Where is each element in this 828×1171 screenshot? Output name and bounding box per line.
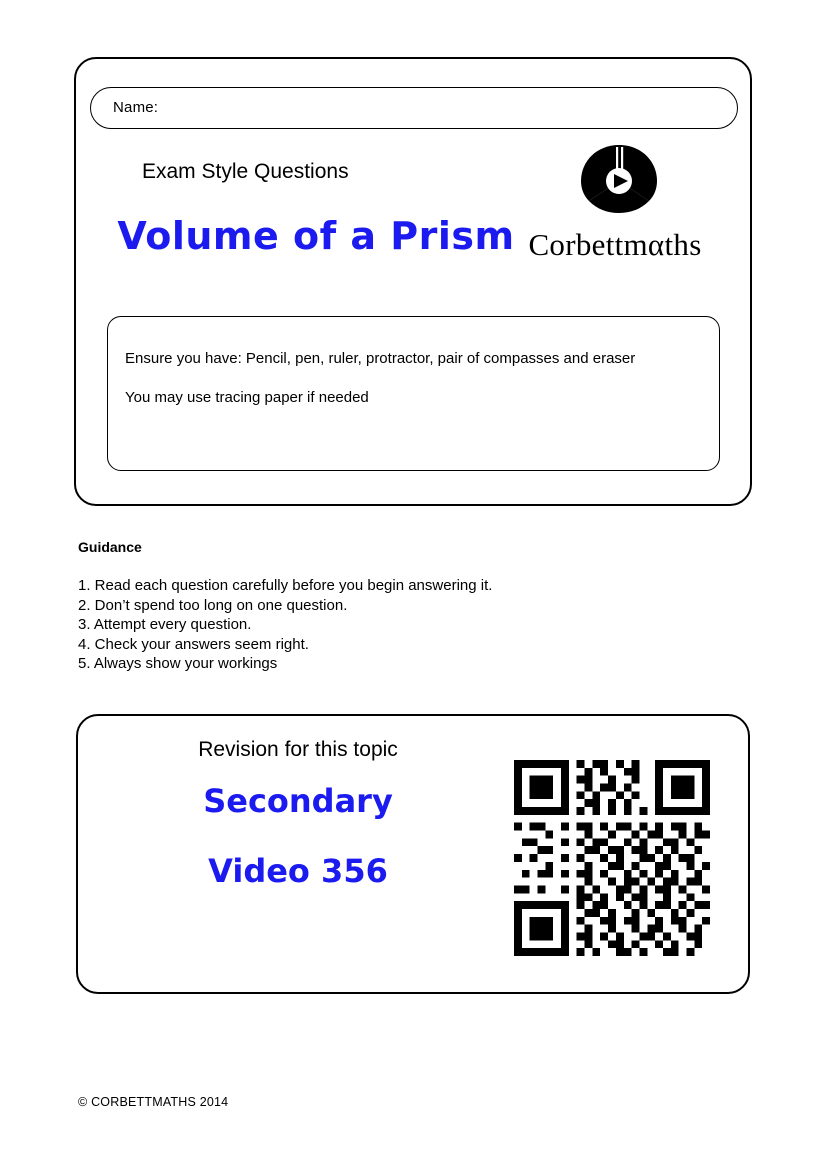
qr-code-icon[interactable] xyxy=(514,760,710,956)
list-item: 1. Read each question carefully before you begin answering it. xyxy=(78,577,493,594)
guidance-list xyxy=(78,576,492,674)
revision-heading: Revision for this topic xyxy=(198,738,398,761)
list-item: 2. Don’t spend too long on one question. xyxy=(78,596,348,614)
list-item: 4. Check your answers seem right. xyxy=(78,635,309,653)
corbettmaths-logo xyxy=(486,141,744,271)
revision-level: Secondary xyxy=(203,782,393,820)
equipment-panel xyxy=(107,316,720,471)
list-item: 5. Always show your workings xyxy=(78,655,278,673)
list-item: 3. Attempt every question. xyxy=(78,616,252,634)
equipment-line-2: You may use tracing paper if needed xyxy=(125,389,369,406)
name-field-label: Name: xyxy=(113,99,159,116)
name-field[interactable] xyxy=(90,87,738,129)
header-panel xyxy=(74,57,752,506)
exam-style-subtitle: Exam Style Questions xyxy=(142,160,349,183)
revision-video-label: Video 356 xyxy=(208,852,388,890)
corbettmaths-wordmark: Corbettmαths xyxy=(528,227,702,262)
revision-panel xyxy=(76,714,750,994)
guidance-heading: Guidance xyxy=(78,539,142,555)
copyright-notice: © CORBETTMATHS 2014 xyxy=(78,1095,229,1109)
corbettmaths-logo-icon xyxy=(571,141,667,219)
equipment-line-1: Ensure you have: Pencil, pen, ruler, protractor, pair of compasses and eraser xyxy=(125,350,636,367)
page-title: Volume of a Prism xyxy=(117,214,515,258)
